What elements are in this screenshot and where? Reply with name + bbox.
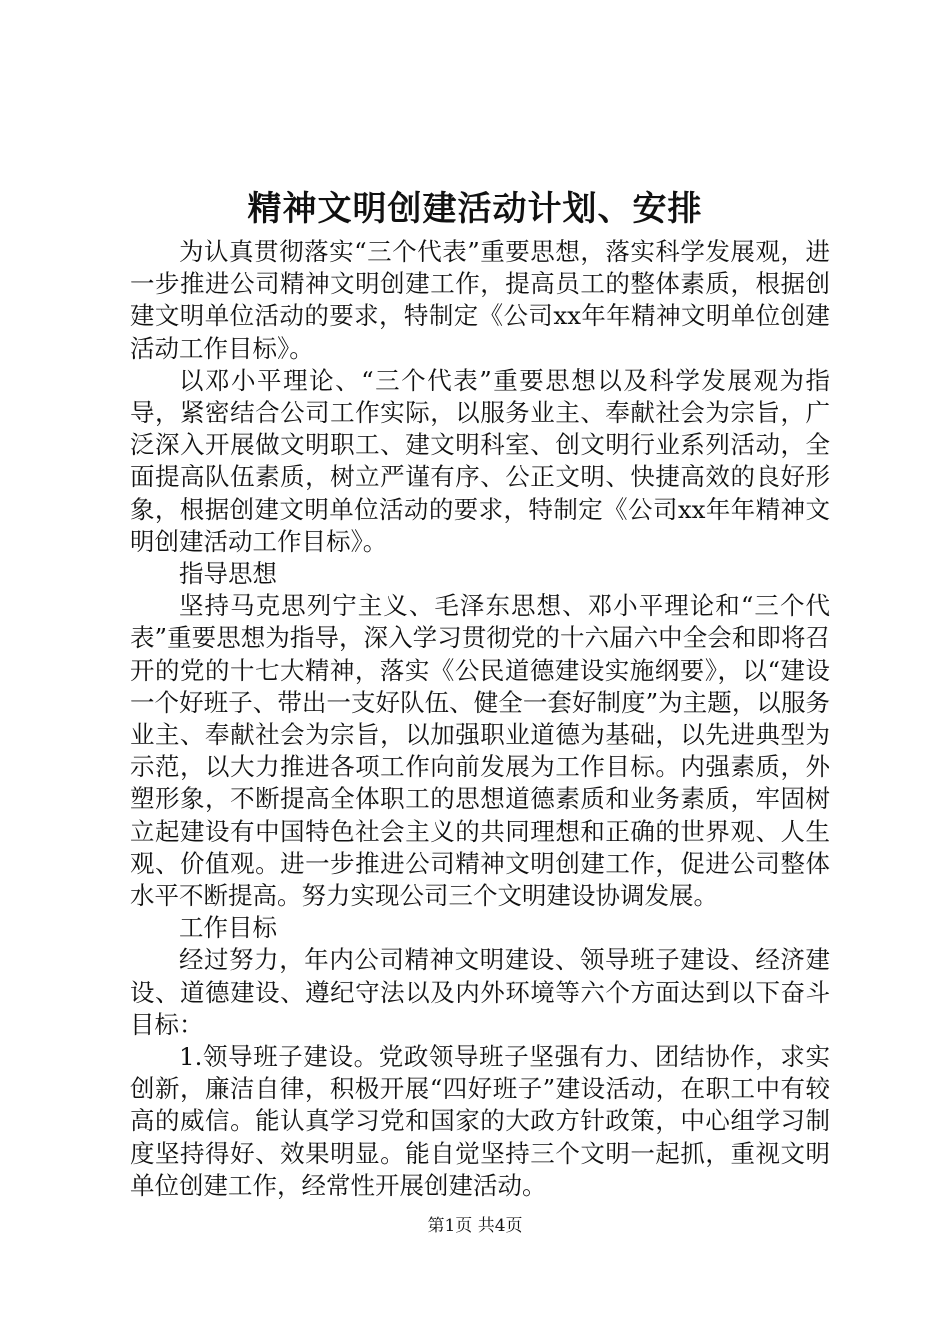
section-heading-guiding-ideology: 指导思想: [179, 559, 277, 589]
work-goals-paragraph: 经过努力，年内公司精神文明建设、领导班子建设、经济建设、道德建设、遵纪守法以及内外环境等六个方面达到以下奋斗目标：: [130, 945, 830, 1039]
intro-paragraph: 为认真贯彻落实“三个代表”重要思想，落实科学发展观，进一步推进公司精神文明创建工作，提高员工的整体素质，根据创建文明单位活动的要求，特制定《公司xx年年精神文明单位创建活动工作目标》。: [130, 237, 830, 363]
section-heading-work-goals: 工作目标: [179, 913, 277, 943]
document-body: [130, 236, 830, 1202]
leadership-goal-paragraph: 1.领导班子建设。党政领导班子坚强有力、团结协作，求实创新，廉洁自律，积极开展“四好班子”建设活动，在职工中有较高的威信。能认真学习党和国家的大政方针政策，中心组学习制度坚持得好、效果明显。能自觉坚持三个文明一起抓，重视文明单位创建工作，经常性开展创建活动。: [130, 1042, 830, 1200]
document-title: 精神文明创建活动计划、安排: [247, 189, 703, 229]
guidance-paragraph: 以邓小平理论、“三个代表”重要思想以及科学发展观为指导，紧密结合公司工作实际，以服务业主、奉献社会为宗旨，广泛深入开展做文明职工、建文明科室、创文明行业系列活动，全面提高队伍素质，树立严谨有序、公正文明、快捷高效的良好形象，根据创建文明单位活动的要求，特制定《公司xx年年精神文明创建活动工作目标》。: [130, 365, 830, 556]
page-number-footer: 第1页 共4页: [427, 1216, 523, 1236]
guiding-ideology-paragraph: 坚持马克思列宁主义、毛泽东思想、邓小平理论和“三个代表”重要思想为指导，深入学习贯彻党的十六届六中全会和即将召开的党的十七大精神，落实《公民道德建设实施纲要》，以“建设一个好班子、带出一支好队伍、健全一套好制度”为主题，以服务业主、奉献社会为宗旨，以加强职业道德为基础，以先进典型为示范，以大力推进各项工作向前发展为工作目标。内强素质，外塑形象，不断提高全体职工的思想道德素质和业务素质，牢固树立起建设有中国特色社会主义的共同理想和正确的世界观、人生观、价值观。进一步推进公司精神文明创建工作，促进公司整体水平不断提高。努力实现公司三个文明建设协调发展。: [130, 591, 830, 911]
